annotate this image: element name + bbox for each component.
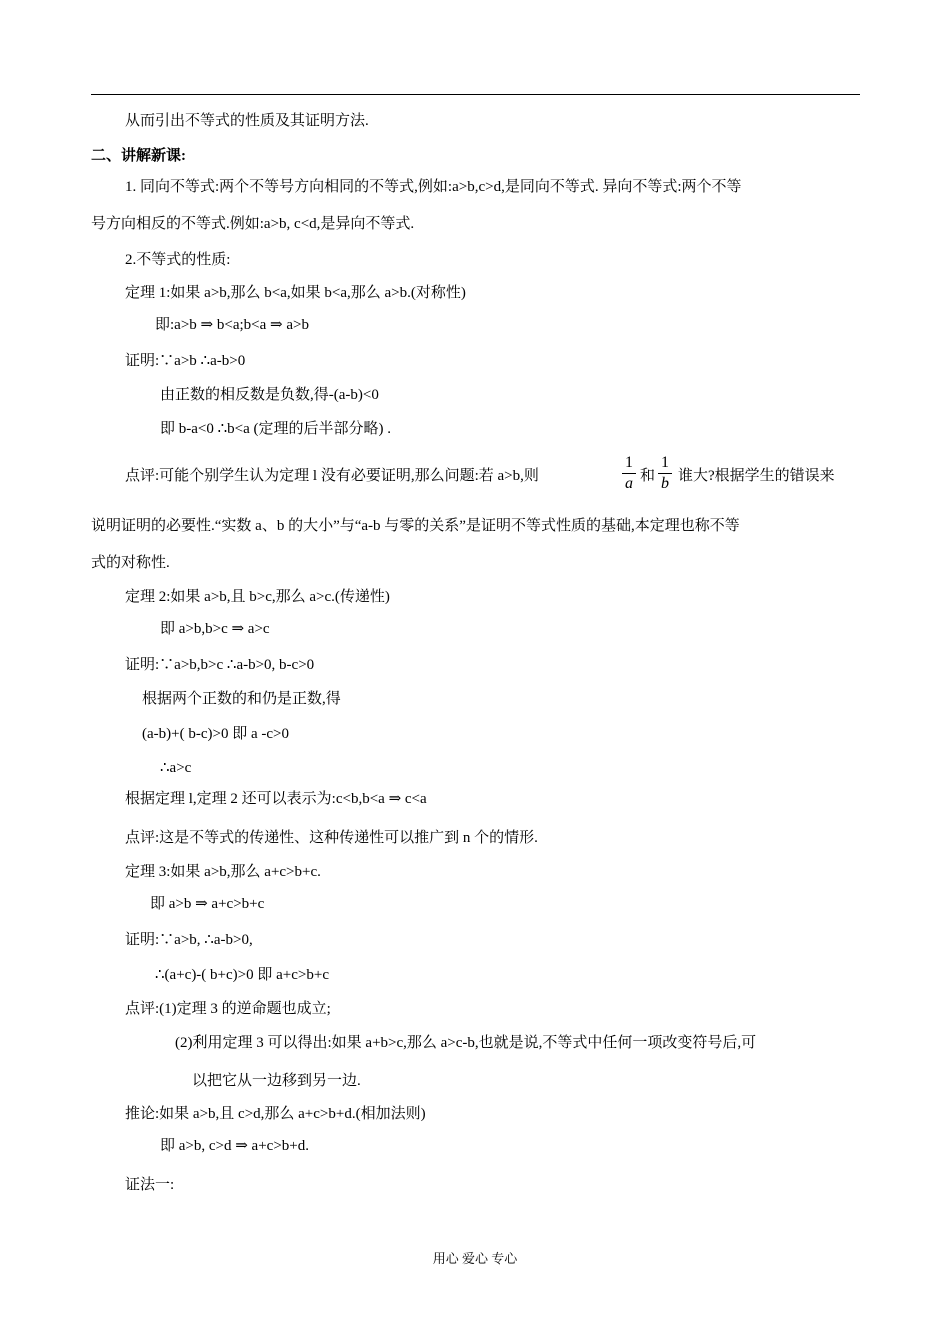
- proof-1-step: 由正数的相反数是负数,得-(a-b)<0: [160, 387, 379, 403]
- fraction-2-bar: [658, 473, 672, 474]
- fraction-2-denominator: b: [661, 475, 669, 492]
- comment-1-line-3: 式的对称性.: [91, 555, 170, 571]
- proof-3-end: ∴(a+c)-( b+c)>0 即 a+c>b+c: [155, 967, 329, 983]
- theorem-2: 定理 2:如果 a>b,且 b>c,那么 a>c.(传递性): [125, 589, 390, 605]
- page-footer: 用心 爱心 专心: [432, 1251, 518, 1266]
- fraction-1-numerator: 1: [625, 454, 633, 471]
- proof-2-start: 证明:∵a>b,b>c ∴a-b>0, b-c>0: [125, 657, 315, 673]
- section-heading: 二、讲解新课:: [91, 148, 186, 164]
- theorem-1-symbolic: 即:a>b ⇒ b<a;b<a ⇒ a>b: [155, 317, 309, 333]
- corollary-symbolic: 即 a>b, c>d ⇒ a+c>b+d.: [160, 1138, 309, 1154]
- comment-1-part-c: 谁大?根据学生的错误来: [678, 468, 835, 484]
- theorem-3-symbolic: 即 a>b ⇒ a+c>b+c: [150, 896, 265, 912]
- fraction-2-numerator: 1: [661, 454, 669, 471]
- proof-2-step-2: (a-b)+( b-c)>0 即 a -c>0: [142, 726, 289, 742]
- intro-line: 从而引出不等式的性质及其证明方法.: [125, 113, 369, 129]
- comment-1-part-b: 和: [640, 468, 656, 484]
- fraction-1-bar: [622, 473, 636, 474]
- corollary: 推论:如果 a>b,且 c>d,那么 a+c>b+d.(相加法则): [125, 1106, 426, 1122]
- proof-2-step-1: 根据两个正数的和仍是正数,得: [142, 691, 341, 707]
- properties-heading: 2.不等式的性质:: [125, 252, 231, 268]
- proof-2-end: ∴a>c: [160, 760, 192, 776]
- header-rule: [91, 94, 860, 95]
- fraction-1-denominator: a: [625, 475, 633, 492]
- proof-1-start: 证明:∵a>b ∴a-b>0: [125, 353, 246, 369]
- fraction-one-over-b: [658, 454, 672, 493]
- comment-2: 点评:这是不等式的传递性、这种传递性可以推广到 n 个的情形.: [125, 830, 538, 846]
- comment-3-item-1: 点评:(1)定理 3 的逆命题也成立;: [125, 1001, 331, 1017]
- proof-3-start: 证明:∵a>b, ∴a-b>0,: [125, 932, 253, 948]
- theorem-1: 定理 1:如果 a>b,那么 b<a,如果 b<a,那么 a>b.(对称性): [125, 285, 466, 301]
- comment-3-item-2: (2)利用定理 3 可以得出:如果 a+b>c,那么 a>c-b,也就是说,不等式中任何一项改变符号后,可: [175, 1035, 757, 1051]
- comment-1-line-2: 说明证明的必要性.“实数 a、b 的大小”与“a-b 与零的关系”是证明不等式性质的基础,本定理也称不等: [91, 518, 740, 534]
- fraction-one-over-a: [622, 454, 636, 493]
- theorem-2-restatement: 根据定理 l,定理 2 还可以表示为:c<b,b<a ⇒ c<a: [125, 791, 427, 807]
- comment-3-item-2-cont: 以把它从一边移到另一边.: [192, 1073, 361, 1089]
- theorem-3: 定理 3:如果 a>b,那么 a+c>b+c.: [125, 864, 321, 880]
- definition-line-2: 号方向相反的不等式.例如:a>b, c<d,是异向不等式.: [91, 216, 415, 232]
- proof-method-1: 证法一:: [125, 1177, 175, 1193]
- comment-1-part-a: 点评:可能个别学生认为定理 l 没有必要证明,那么问题:若 a>b,则: [125, 468, 539, 484]
- proof-1-end: 即 b-a<0 ∴b<a (定理的后半部分略) .: [160, 421, 392, 437]
- theorem-2-symbolic: 即 a>b,b>c ⇒ a>c: [160, 621, 270, 637]
- definition-line-1: 1. 同向不等式:两个不等号方向相同的不等式,例如:a>b,c>d,是同向不等式. 异向不等式:两个不等: [125, 179, 742, 195]
